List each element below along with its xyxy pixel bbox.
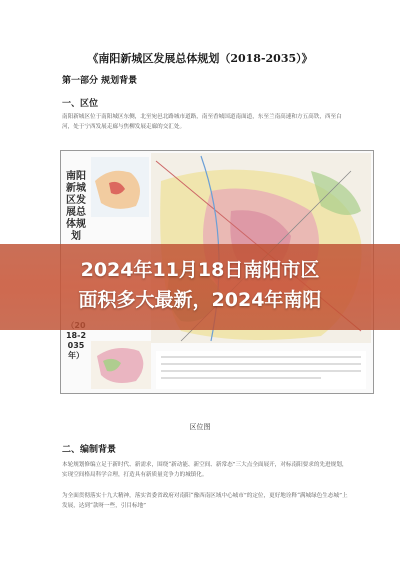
map-side-title: 南阳新城区发展总体规划 <box>66 171 86 242</box>
section-heading-background: 二、编制背景 <box>62 445 117 455</box>
location-paragraph: 南阳新城区位于南阳城区东侧，北至宛邑北路城市道路，南至香城国道南面道，东至兰南高速和方五高铁，西至白河，处于宁西发展走廊与焦柳发展走廊的交汇处。 <box>62 114 342 130</box>
background-paragraph-1: 本轮规划修编立足于新时代、新需求，围绕“新动能、新空间、新常态”三大点全面展开，对标南阳要求的先进规划，实现空间格局科学合理，打造具有新质量竞争力的城镇化。 <box>62 462 348 478</box>
headline-line-1: 2024年11月18日南阳市区 <box>80 259 320 281</box>
figure-caption: 区位图 <box>189 423 211 431</box>
section-heading-location: 一、区位 <box>62 99 99 109</box>
document-title: 《南阳新城区发展总体规划（2018-2035）》 <box>87 52 313 65</box>
map-side-years: 18-2035年） <box>65 331 87 360</box>
part-heading: 第一部分 规划背景 <box>62 76 138 86</box>
headline-line-2: 面积多大最新，2024年南阳 <box>78 289 322 311</box>
background-paragraph-2: 为全面贯彻落实十九大精神，落实省委省政府对南阳“豫西南区域中心城市”的定位，更好地诠释“满城绿色生态城”上发展，达到“款呀一些，引目标地” <box>62 493 348 509</box>
